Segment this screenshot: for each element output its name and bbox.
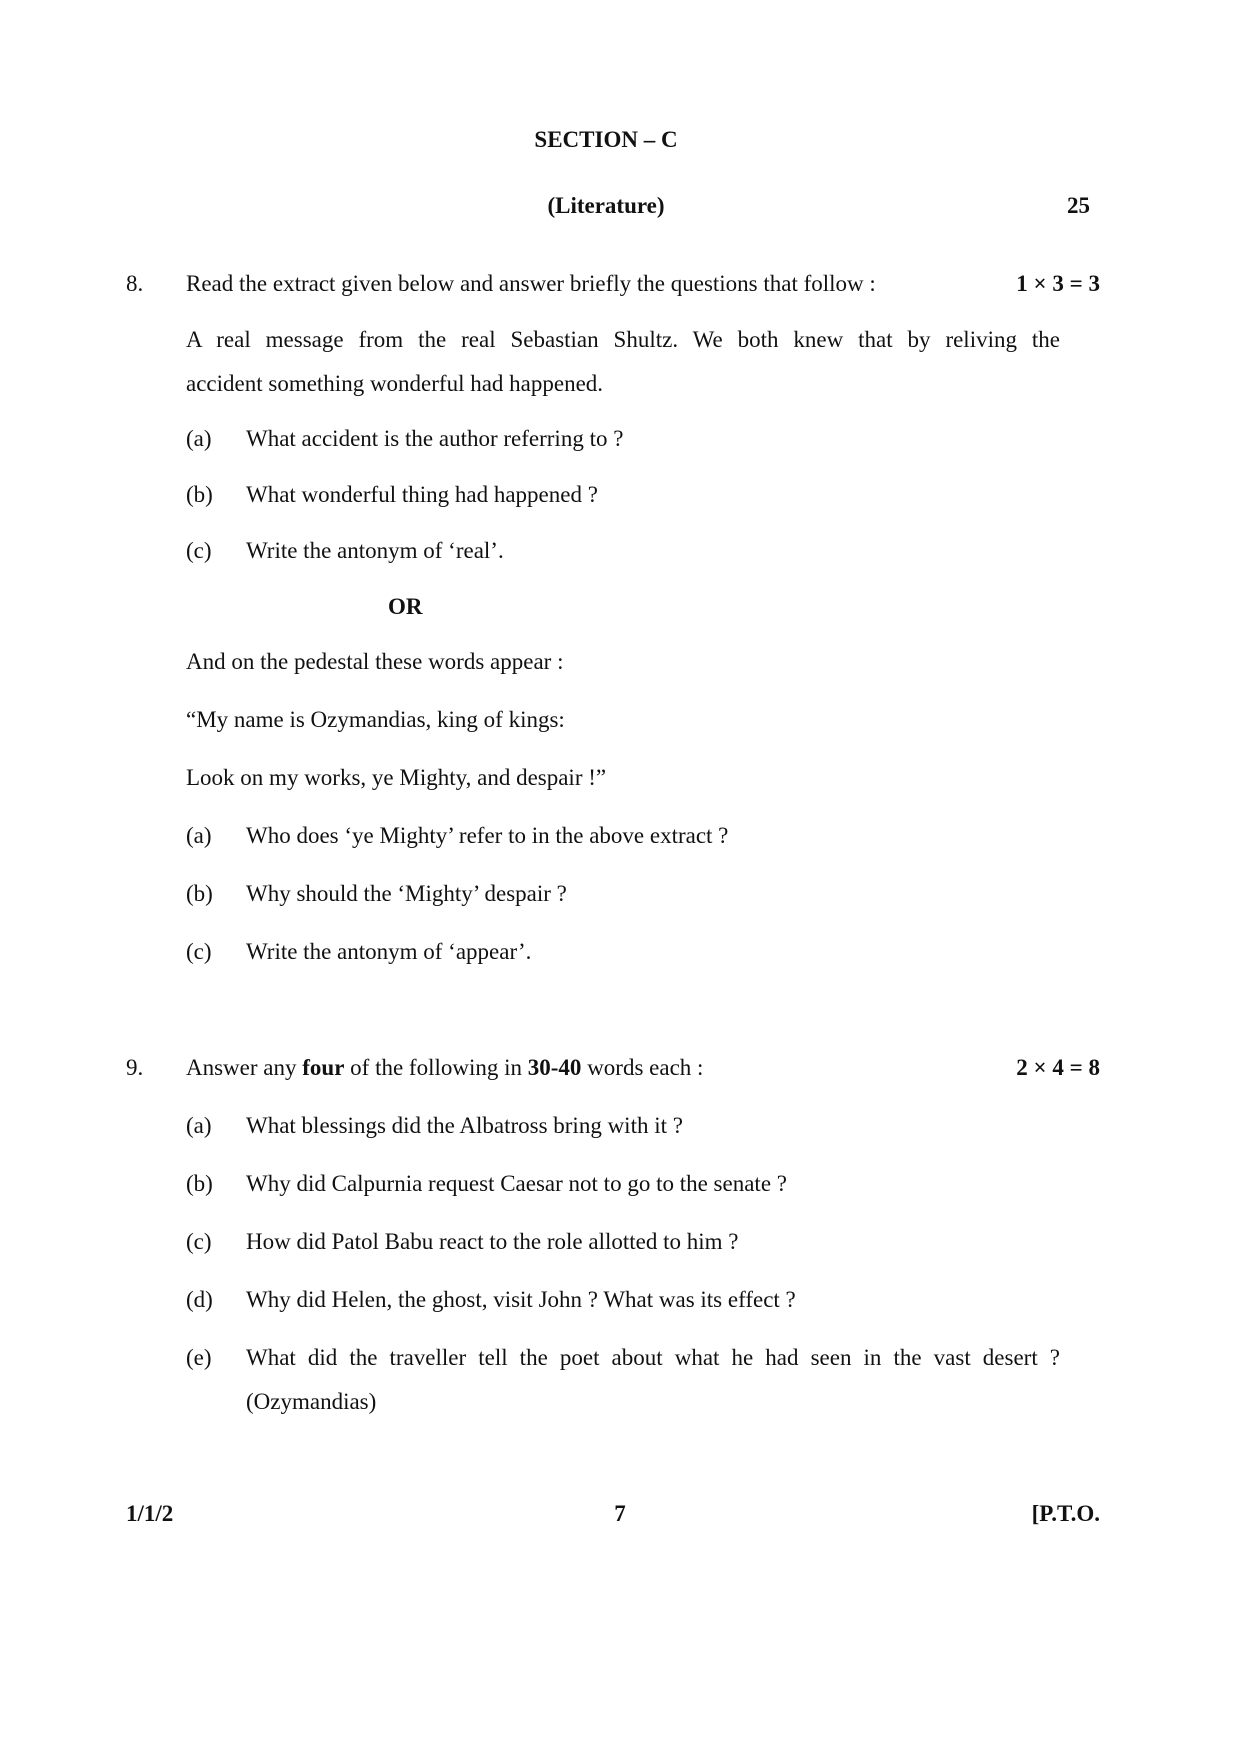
subquestion-text: Write the antonym of ‘real’. <box>246 538 504 563</box>
pto-label: [P.T.O. <box>1031 1501 1100 1526</box>
subquestion-label: (d) <box>186 1287 213 1312</box>
subquestion-label: (b) <box>186 1171 213 1196</box>
or-divider: OR <box>388 594 423 619</box>
subquestion-label: (a) <box>186 1113 212 1138</box>
subquestion-label: (c) <box>186 1229 212 1254</box>
subquestion-text: Why should the ‘Mighty’ despair ? <box>246 881 567 906</box>
subquestion-label: (a) <box>186 823 212 848</box>
subquestion-label: (b) <box>186 881 213 906</box>
page-number: 7 <box>614 1501 626 1526</box>
subquestion-label: (c) <box>186 939 212 964</box>
subquestion-text: Why did Calpurnia request Caesar not to go to the senate ? <box>246 1171 787 1196</box>
subquestion-text: Why did Helen, the ghost, visit John ? What was its effect ? <box>246 1287 796 1312</box>
subquestion-label: (b) <box>186 482 213 507</box>
subquestion-label: (a) <box>186 426 212 451</box>
subquestion-text-cont: (Ozymandias) <box>246 1389 377 1414</box>
question-prompt: Read the extract given below and answer briefly the questions that follow : <box>186 271 876 296</box>
question-number: 8. <box>126 271 144 296</box>
extract-line: A real message from the real Sebastian Shultz. We both knew that by reliving the <box>186 327 1060 352</box>
prompt-text: words each : <box>581 1055 704 1080</box>
subquestion-text: Write the antonym of ‘appear’. <box>246 939 532 964</box>
subquestion-label: (c) <box>186 538 212 563</box>
subquestion-text: What blessings did the Albatross bring with it ? <box>246 1113 683 1138</box>
subquestion-text: What accident is the author referring to ? <box>246 426 624 451</box>
extract-line: Look on my works, ye Mighty, and despair !” <box>186 765 607 790</box>
subquestion-text: Who does ‘ye Mighty’ refer to in the above extract ? <box>246 823 729 848</box>
paper-code: 1/1/2 <box>126 1501 174 1526</box>
extract-line: accident something wonderful had happened. <box>186 371 604 396</box>
question-number: 9. <box>126 1055 144 1080</box>
subquestion-text: How did Patol Babu react to the role allotted to him ? <box>246 1229 739 1254</box>
question-prompt <box>186 1056 703 1079</box>
prompt-text: of the following in <box>344 1055 528 1080</box>
subquestion-text: What did the traveller tell the poet about what he had seen in the vast desert ? <box>246 1345 1060 1370</box>
prompt-text: Answer any <box>186 1055 303 1080</box>
question-marks: 2 × 4 = 8 <box>1016 1055 1100 1080</box>
extract-line: And on the pedestal these words appear : <box>186 649 564 674</box>
question-marks: 1 × 3 = 3 <box>1016 271 1100 296</box>
extract-line: “My name is Ozymandias, king of kings: <box>186 707 565 732</box>
section-title: SECTION – C <box>534 127 678 152</box>
prompt-emphasis: four <box>302 1055 345 1080</box>
subquestion-label: (e) <box>186 1345 212 1370</box>
subquestion-text: What wonderful thing had happened ? <box>246 482 598 507</box>
prompt-emphasis: 30-40 <box>527 1055 582 1080</box>
section-marks: 25 <box>1067 193 1090 218</box>
section-subtitle: (Literature) <box>547 193 665 218</box>
